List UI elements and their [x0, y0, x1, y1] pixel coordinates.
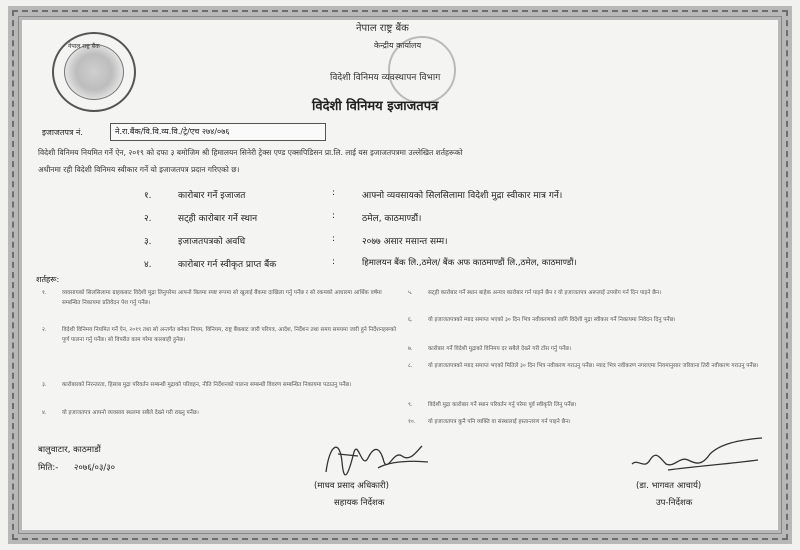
- signer-2-title: उप-निर्देशक: [656, 498, 693, 508]
- permit-number-box: [110, 123, 326, 141]
- signer-1-name: (माधव प्रसाद अधिकारी): [314, 481, 389, 491]
- row-value: ठमेल, काठमाण्डौं।: [362, 214, 422, 224]
- term-text: यो इजाजतपत्र आफ्नो व्यवसाय स्थलमा सबैले देख्ने गरी राख्नु पर्नेछ।: [62, 410, 199, 416]
- date-label: मिति:-: [38, 463, 59, 473]
- intro-line-1: विदेशी विनिमय नियमित गर्ने ऐन, २०१९ को दफा ३ बमोजिम श्री हिमालयन सिनेरी ट्रेक्स एण्ड एक्सपिडिसन प्रा.लि. लाई यस इजाजतपत्रमा उल्लेखित शर्तहरूको: [38, 148, 463, 157]
- row-value: आफ्नो व्यवसायको सिलसिलामा विदेशी मुद्रा स्वीकार मात्र गर्ने।: [362, 191, 563, 201]
- seal-text: नेपाल राष्ट्र बैंक: [68, 43, 100, 50]
- row-label: सट्ही कारोबार गर्ने स्थान: [178, 214, 258, 224]
- term-number: ५.: [408, 290, 413, 296]
- signer-1-title: सहायक निर्देशक: [334, 498, 385, 508]
- signature-1-icon: [318, 432, 438, 482]
- term-number: १०.: [408, 419, 416, 425]
- term-number: २.: [42, 327, 47, 333]
- row-label: इजाजतपत्रको अवधि: [178, 237, 246, 247]
- term-text: विदेशी मुद्रा कारोबार गर्ने स्थान परिवर्तन गर्नु परेमा पूर्व स्वीकृति लिनु पर्नेछ।: [428, 402, 577, 408]
- seal-emblem-icon: [64, 44, 124, 100]
- row-value: हिमालयन बैंक लि.,ठमेल/ बैंक अफ काठमाण्डौं लि.,ठमेल, काठमाण्डौं।: [362, 258, 577, 268]
- term-text: विदेशी विनिमय नियमित गर्ने ऐन, २०१९ तथा सो अन्तर्गत बनेका नियम, विनियम, राष्ट्र बैंकबाट जारी परिपत्र, आदेश, निर्देशन तथा समय समयमा जारी हुने निर्देशनहरूको पूर्ण पालना गर्नु पर्नेछ। सो विपरीत काम गरेमा कारबाही हुनेछ।: [62, 327, 397, 343]
- term-text: यो इजाजतपत्रको म्याद समाप्त भएको मितिले ३० दिन भित्र नवीकरण गराउनु पर्नेछ। म्याद भित्र नवीकरण नगराएमा नियमानुसार जरिवाना तिरी नवीकरण गराउनु पर्नेछ।: [428, 363, 759, 369]
- term-number: ८.: [408, 363, 413, 369]
- row-separator: :: [332, 188, 336, 198]
- row-separator: :: [332, 211, 336, 221]
- intro-line-2: अधीनमा रही विदेशी विनिमय स्वीकार गर्ने यो इजाजतपत्र प्रदान गरिएको छ।: [38, 165, 240, 174]
- term-text: यो इजाजतपत्र कुनै पनि व्यक्ति वा संस्थालाई हस्तान्तरण गर्न पाइने छैन।: [428, 419, 571, 425]
- row-separator: :: [332, 257, 336, 267]
- office-name: केन्द्रीय कार्यालय: [374, 41, 422, 50]
- permit-number: ने.रा.बैंक/वि.वि.व्य.वि./ट्रे/एच २७४/०७६: [115, 127, 230, 136]
- term-text: कारोबार गर्ने विदेशी मुद्राको विनिमय दर सबैले देख्ने गरी टाँस गर्नु पर्नेछ।: [428, 346, 572, 352]
- term-number: ३.: [42, 382, 47, 388]
- permit-label: इजाजतपत्र नं.: [42, 128, 83, 137]
- row-label: कारोबार गर्ने इजाजत: [178, 191, 246, 201]
- term-number: १.: [42, 290, 47, 296]
- term-number: ६.: [408, 317, 413, 323]
- term-number: ७.: [408, 346, 413, 352]
- term-text: यो इजाजतपत्रको म्याद समाप्त भएको ३० दिन भित्र नवीकरणको लागि विदेशी मुद्रा स्वीकार गर्ने निकायमा निवेदन दिनु पर्नेछ।: [428, 317, 676, 323]
- term-number: ४.: [42, 410, 47, 416]
- row-value: २०७७ असार मसान्त सम्म।: [362, 237, 448, 247]
- row-number: २.: [144, 214, 152, 224]
- term-text: सट्ही कारोबार गर्ने स्थान बाहेक अन्यत्र कारोबार गर्न पाइने छैन र यो इजाजतपत्र अरूलाई उपयोग गर्न दिन पाइने छैन।: [428, 290, 662, 296]
- issue-place: बालुवाटार, काठमाडौं: [38, 445, 101, 455]
- department-name: विदेशी विनिमय व्यवस्थापन विभाग: [330, 73, 441, 83]
- row-number: ३.: [144, 237, 152, 247]
- row-label: कारोबार गर्न स्वीकृत प्राप्त बैंक: [178, 260, 277, 270]
- row-number: ४.: [144, 260, 152, 270]
- term-number: ९.: [408, 402, 413, 408]
- signer-2-name: (डा. भागवत आचार्य): [636, 481, 702, 491]
- page-title: विदेशी विनिमय इजाजतपत्र: [312, 99, 439, 114]
- term-text: व्यवसायको सिलसिलामा ग्राहकबाट विदेशी मुद्रा लिनुपरेमा आफ्नो बिलमा स्पष्ट रूपमा सो खुलाई बैंकमा दाखिला गर्नु पर्नेछ र सो रकमको आधारमा आर्थिक वर्षमा सम्बन्धित निकायमा प्रतिवेदन पेश गर्नु पर्नेछ।: [62, 290, 382, 306]
- nepal-rastra-bank-seal-icon: [52, 32, 136, 112]
- signature-2-icon: [628, 430, 768, 476]
- term-text: कारोबारको निरन्तरता, हिसाब मुद्रा परिवर्तन सम्बन्धी मुद्राको परिवहन, नीति निर्देशनको पालना सम्बन्धी विवरण सम्बन्धित निकायमा पठाउनु पर्नेछ।: [62, 382, 352, 388]
- row-number: १.: [144, 191, 152, 201]
- bank-name: नेपाल राष्ट्र बैंक: [356, 23, 409, 34]
- issue-date: २०७६/०३/३०: [74, 463, 116, 473]
- terms-heading: शर्तहरू:: [36, 275, 60, 284]
- row-separator: :: [332, 234, 336, 244]
